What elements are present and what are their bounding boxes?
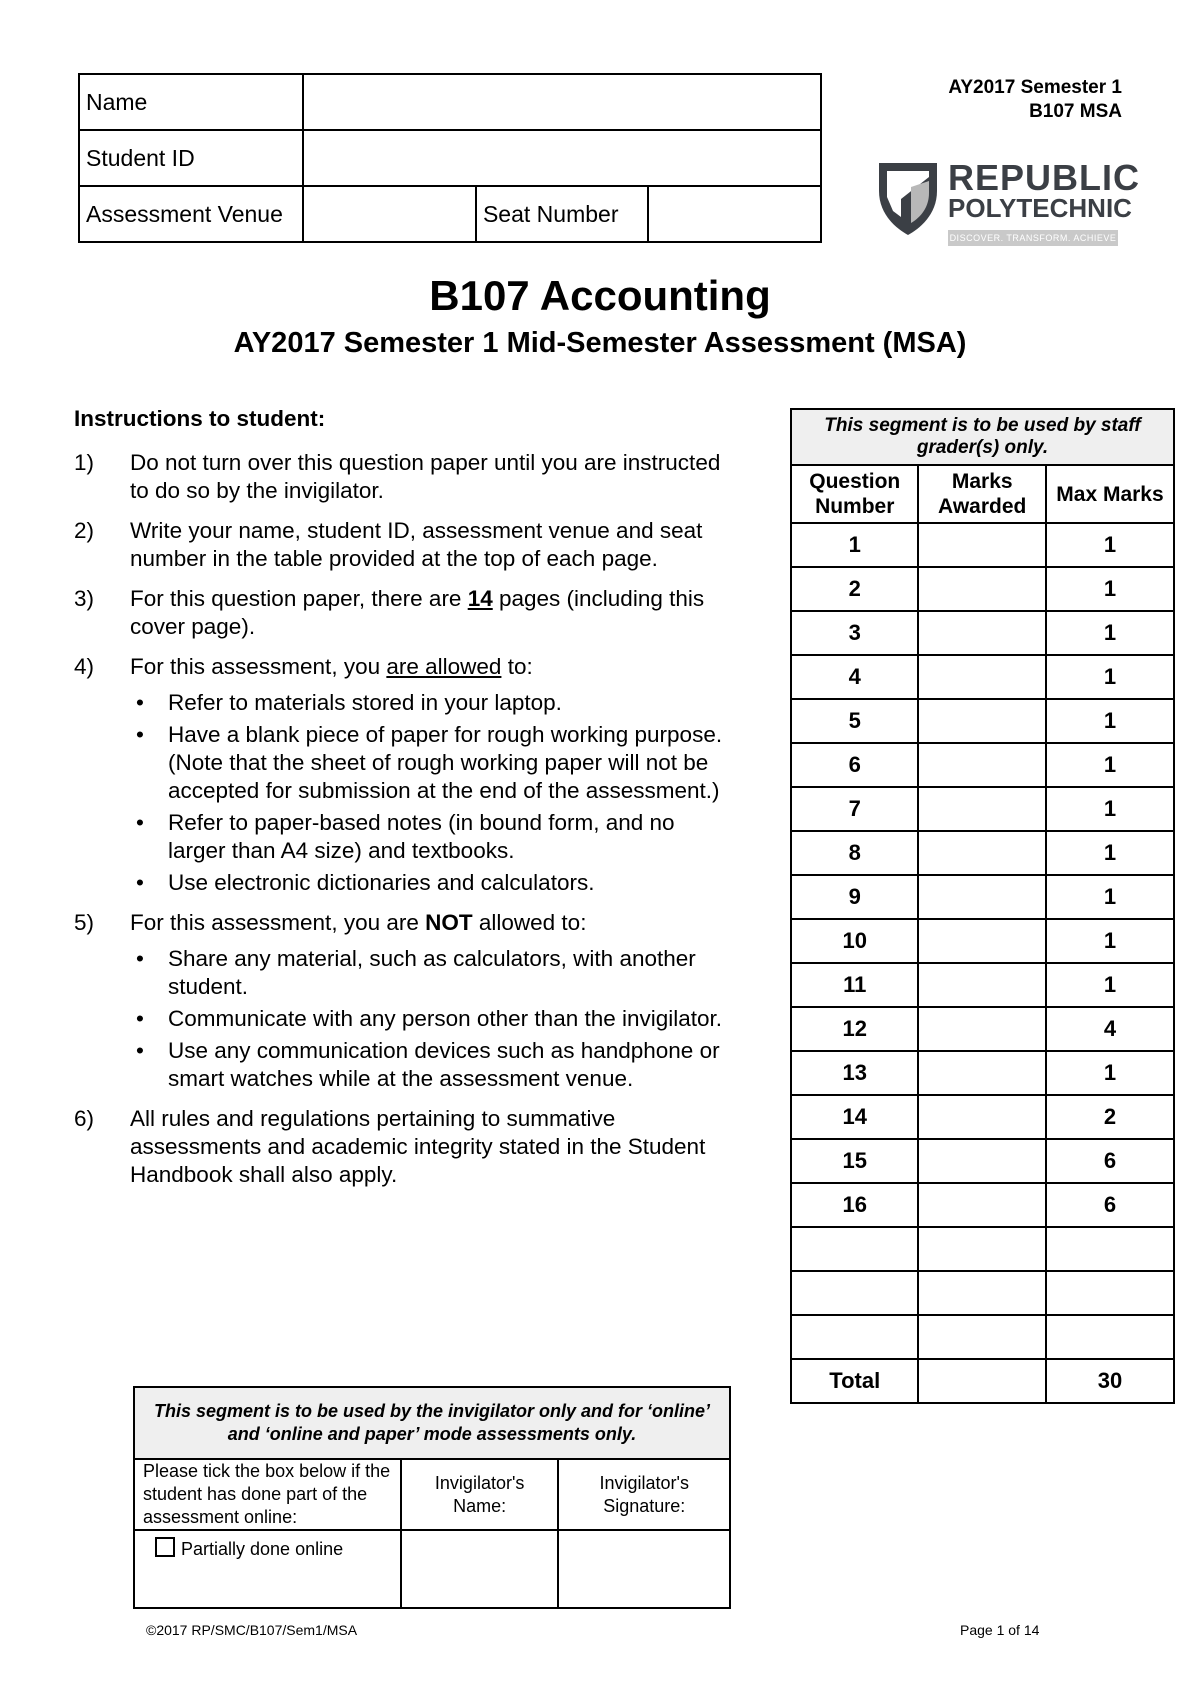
- logo-line1: REPUBLIC: [948, 157, 1141, 198]
- list-item: [130, 945, 734, 1001]
- seat-field[interactable]: [648, 186, 821, 242]
- question-number-cell: 10: [791, 919, 918, 963]
- marks-awarded-cell[interactable]: [918, 611, 1045, 655]
- list-item-text: Refer to paper-based notes (in bound form, and no larger than A4 size) and textbooks.: [168, 810, 675, 863]
- total-max-marks: 30: [1046, 1359, 1174, 1403]
- max-marks-cell: 1: [1046, 787, 1174, 831]
- allowed-list: [130, 689, 734, 897]
- question-number-cell: 1: [791, 523, 918, 567]
- bullet-icon: •: [136, 722, 144, 747]
- question-number-cell: [791, 1271, 918, 1315]
- instructions: [74, 405, 734, 1201]
- marks-awarded-cell[interactable]: [918, 1315, 1045, 1359]
- question-number-cell: 16: [791, 1183, 918, 1227]
- max-marks-cell: 1: [1046, 875, 1174, 919]
- marks-awarded-cell[interactable]: [918, 831, 1045, 875]
- max-marks-cell: 6: [1046, 1139, 1174, 1183]
- instruction-item: [74, 909, 734, 1093]
- header-semester: AY2017 Semester 1: [948, 77, 1122, 98]
- marks-awarded-cell[interactable]: [918, 919, 1045, 963]
- marks-awarded-cell[interactable]: [918, 1051, 1045, 1095]
- max-marks-cell: 1: [1046, 963, 1174, 1007]
- instruction-text: Write your name, student ID, assessment venue and seat number in the table provided at the top of each page.: [130, 518, 703, 571]
- max-marks-cell: 4: [1046, 1007, 1174, 1051]
- question-number-cell: 9: [791, 875, 918, 919]
- table-row: [791, 787, 1174, 831]
- page-number: Page 1 of 14: [960, 1622, 1040, 1638]
- table-row: [791, 963, 1174, 1007]
- question-number-cell: 14: [791, 1095, 918, 1139]
- name-field[interactable]: [303, 74, 821, 130]
- max-marks-cell: [1046, 1227, 1174, 1271]
- table-row: [791, 1007, 1174, 1051]
- table-row: [791, 875, 1174, 919]
- bullet-icon: •: [136, 870, 144, 895]
- list-item: [130, 1037, 734, 1093]
- question-number-cell: [791, 1227, 918, 1271]
- republic-polytechnic-logo: [875, 155, 1141, 250]
- max-marks-cell: 1: [1046, 611, 1174, 655]
- max-marks-cell: 1: [1046, 655, 1174, 699]
- max-marks-cell: 1: [1046, 699, 1174, 743]
- question-number-cell: 13: [791, 1051, 918, 1095]
- instruction-number: 5): [74, 910, 95, 935]
- question-number-cell: 2: [791, 567, 918, 611]
- marks-awarded-cell[interactable]: [918, 1227, 1045, 1271]
- marks-awarded-cell[interactable]: [918, 743, 1045, 787]
- tick-instruction: Please tick the box below if the student has done part of the assessment online:: [134, 1459, 401, 1530]
- instruction-item: [74, 653, 734, 897]
- grader-table: [790, 408, 1175, 1404]
- student-id-field[interactable]: [303, 130, 821, 186]
- instruction-item: [74, 585, 734, 641]
- invigilator-name-label: Invigilator's Name:: [401, 1459, 559, 1530]
- list-item-text: Use electronic dictionaries and calculators.: [168, 870, 595, 895]
- instruction-text: pages (including this cover page).: [130, 586, 705, 639]
- instruction-number: 6): [74, 1106, 95, 1131]
- max-marks-cell: 1: [1046, 743, 1174, 787]
- question-number-cell: 11: [791, 963, 918, 1007]
- bullet-icon: •: [136, 690, 144, 715]
- venue-field[interactable]: [303, 186, 476, 242]
- instruction-item: [74, 517, 734, 573]
- list-item-text: Share any material, such as calculators, with another student.: [168, 946, 696, 999]
- table-row: [791, 1051, 1174, 1095]
- bullet-icon: •: [136, 946, 144, 971]
- list-item-text: Refer to materials stored in your laptop.: [168, 690, 562, 715]
- instruction-number: 3): [74, 586, 95, 611]
- column-header-question: Question Number: [791, 465, 918, 523]
- invigilator-signature-field[interactable]: [558, 1530, 730, 1608]
- marks-awarded-cell[interactable]: [918, 1007, 1045, 1051]
- column-header-marks-awarded: Marks Awarded: [918, 465, 1045, 523]
- table-row: [791, 655, 1174, 699]
- partially-online-cell: [134, 1530, 401, 1608]
- instruction-text: For this question paper, there are: [130, 586, 468, 611]
- grader-caption: This segment is to be used by staff grader(s) only.: [791, 409, 1174, 465]
- max-marks-cell: 1: [1046, 831, 1174, 875]
- table-row: [791, 1227, 1174, 1271]
- invigilator-name-field[interactable]: [401, 1530, 559, 1608]
- header-module: B107 MSA: [1029, 101, 1122, 122]
- logo-line2: POLYTECHNIC: [948, 193, 1132, 223]
- max-marks-cell: 1: [1046, 1051, 1174, 1095]
- allowed-emphasis: are allowed: [386, 654, 502, 679]
- table-row: [791, 1095, 1174, 1139]
- marks-awarded-cell[interactable]: [918, 787, 1045, 831]
- identification-table: [78, 73, 822, 243]
- page-subtitle: AY2017 Semester 1 Mid-Semester Assessment (MSA): [233, 327, 967, 359]
- question-number-cell: 15: [791, 1139, 918, 1183]
- question-number-cell: 12: [791, 1007, 918, 1051]
- total-label: Total: [791, 1359, 918, 1403]
- page-title: B107 Accounting: [429, 272, 771, 319]
- question-number-cell: 5: [791, 699, 918, 743]
- question-number-cell: [791, 1315, 918, 1359]
- not-allowed-list: [130, 945, 734, 1093]
- marks-awarded-cell[interactable]: [918, 1095, 1045, 1139]
- list-item: [130, 869, 734, 897]
- question-number-cell: 3: [791, 611, 918, 655]
- question-number-cell: 7: [791, 787, 918, 831]
- page-count: 14: [467, 586, 493, 611]
- total-marks-awarded-cell[interactable]: [918, 1359, 1045, 1403]
- name-label: Name: [79, 74, 303, 130]
- table-row: [791, 1315, 1174, 1359]
- table-row: [791, 1183, 1174, 1227]
- table-row: [791, 1139, 1174, 1183]
- total-row: [791, 1359, 1174, 1403]
- max-marks-cell: 2: [1046, 1095, 1174, 1139]
- table-row: [791, 699, 1174, 743]
- marks-awarded-cell[interactable]: [918, 523, 1045, 567]
- checkbox-label: Partially done online: [181, 1539, 344, 1559]
- bullet-icon: •: [136, 1006, 144, 1031]
- table-row: [791, 1271, 1174, 1315]
- shield-icon: [875, 157, 941, 237]
- instruction-text: allowed to:: [472, 910, 587, 935]
- max-marks-cell: 1: [1046, 567, 1174, 611]
- marks-awarded-cell[interactable]: [918, 655, 1045, 699]
- invigilator-table: [133, 1386, 731, 1609]
- list-item: [130, 689, 734, 717]
- invigilator-caption: This segment is to be used by the invigilator only and for ‘online’ and ‘online and paper’ mode assessments only.: [134, 1387, 730, 1459]
- footer-reference: ©2017 RP/SMC/B107/Sem1/MSA: [146, 1622, 358, 1638]
- max-marks-cell: 1: [1046, 523, 1174, 567]
- table-row: [791, 919, 1174, 963]
- marks-awarded-cell[interactable]: [918, 1183, 1045, 1227]
- instruction-item: [74, 1105, 734, 1189]
- list-item: [130, 809, 734, 865]
- marks-awarded-cell[interactable]: [918, 1271, 1045, 1315]
- max-marks-cell: 1: [1046, 919, 1174, 963]
- marks-awarded-cell[interactable]: [918, 1139, 1045, 1183]
- instruction-text: For this assessment, you are: [130, 910, 426, 935]
- instructions-heading: Instructions to student:: [74, 406, 326, 431]
- partially-online-checkbox[interactable]: [155, 1537, 175, 1557]
- marks-awarded-cell[interactable]: [918, 699, 1045, 743]
- seat-label: Seat Number: [476, 186, 648, 242]
- list-item-text: Have a blank piece of paper for rough working purpose. (Note that the sheet of rough working paper will not be accepted for submission at the end of the assessment.): [168, 722, 723, 803]
- table-row: [791, 523, 1174, 567]
- question-number-cell: 4: [791, 655, 918, 699]
- instruction-text: For this assessment, you: [130, 654, 387, 679]
- bullet-icon: •: [136, 810, 144, 835]
- list-item-text: Use any communication devices such as handphone or smart watches while at the assessment venue.: [168, 1038, 720, 1091]
- question-number-cell: 6: [791, 743, 918, 787]
- marks-awarded-cell[interactable]: [918, 963, 1045, 1007]
- list-item-text: Communicate with any person other than the invigilator.: [168, 1006, 723, 1031]
- table-row: [791, 831, 1174, 875]
- marks-awarded-cell[interactable]: [918, 875, 1045, 919]
- invigilator-signature-label: Invigilator's Signature:: [558, 1459, 730, 1530]
- column-header-max-marks: Max Marks: [1046, 465, 1174, 523]
- table-row: [791, 611, 1174, 655]
- instruction-number: 1): [74, 450, 95, 475]
- table-row: [791, 567, 1174, 611]
- marks-awarded-cell[interactable]: [918, 567, 1045, 611]
- instruction-text: to:: [501, 654, 533, 679]
- max-marks-cell: [1046, 1315, 1174, 1359]
- list-item: [130, 1005, 734, 1033]
- not-emphasis: NOT: [425, 910, 473, 935]
- max-marks-cell: 6: [1046, 1183, 1174, 1227]
- question-number-cell: 8: [791, 831, 918, 875]
- instruction-number: 2): [74, 518, 95, 543]
- list-item: [130, 721, 734, 805]
- instruction-item: [74, 449, 734, 505]
- max-marks-cell: [1046, 1271, 1174, 1315]
- instruction-text: Do not turn over this question paper until you are instructed to do so by the invigilator.: [130, 450, 721, 503]
- student-id-label: Student ID: [79, 130, 303, 186]
- logo-tagline: DISCOVER. TRANSFORM. ACHIEVE: [948, 230, 1118, 246]
- venue-label: Assessment Venue: [79, 186, 303, 242]
- bullet-icon: •: [136, 1038, 144, 1063]
- table-row: [791, 743, 1174, 787]
- instruction-number: 4): [74, 654, 95, 679]
- instruction-text: All rules and regulations pertaining to summative assessments and academic integrity stated in the Student Handbook shall also apply.: [130, 1106, 706, 1187]
- header-reference: [948, 76, 1122, 124]
